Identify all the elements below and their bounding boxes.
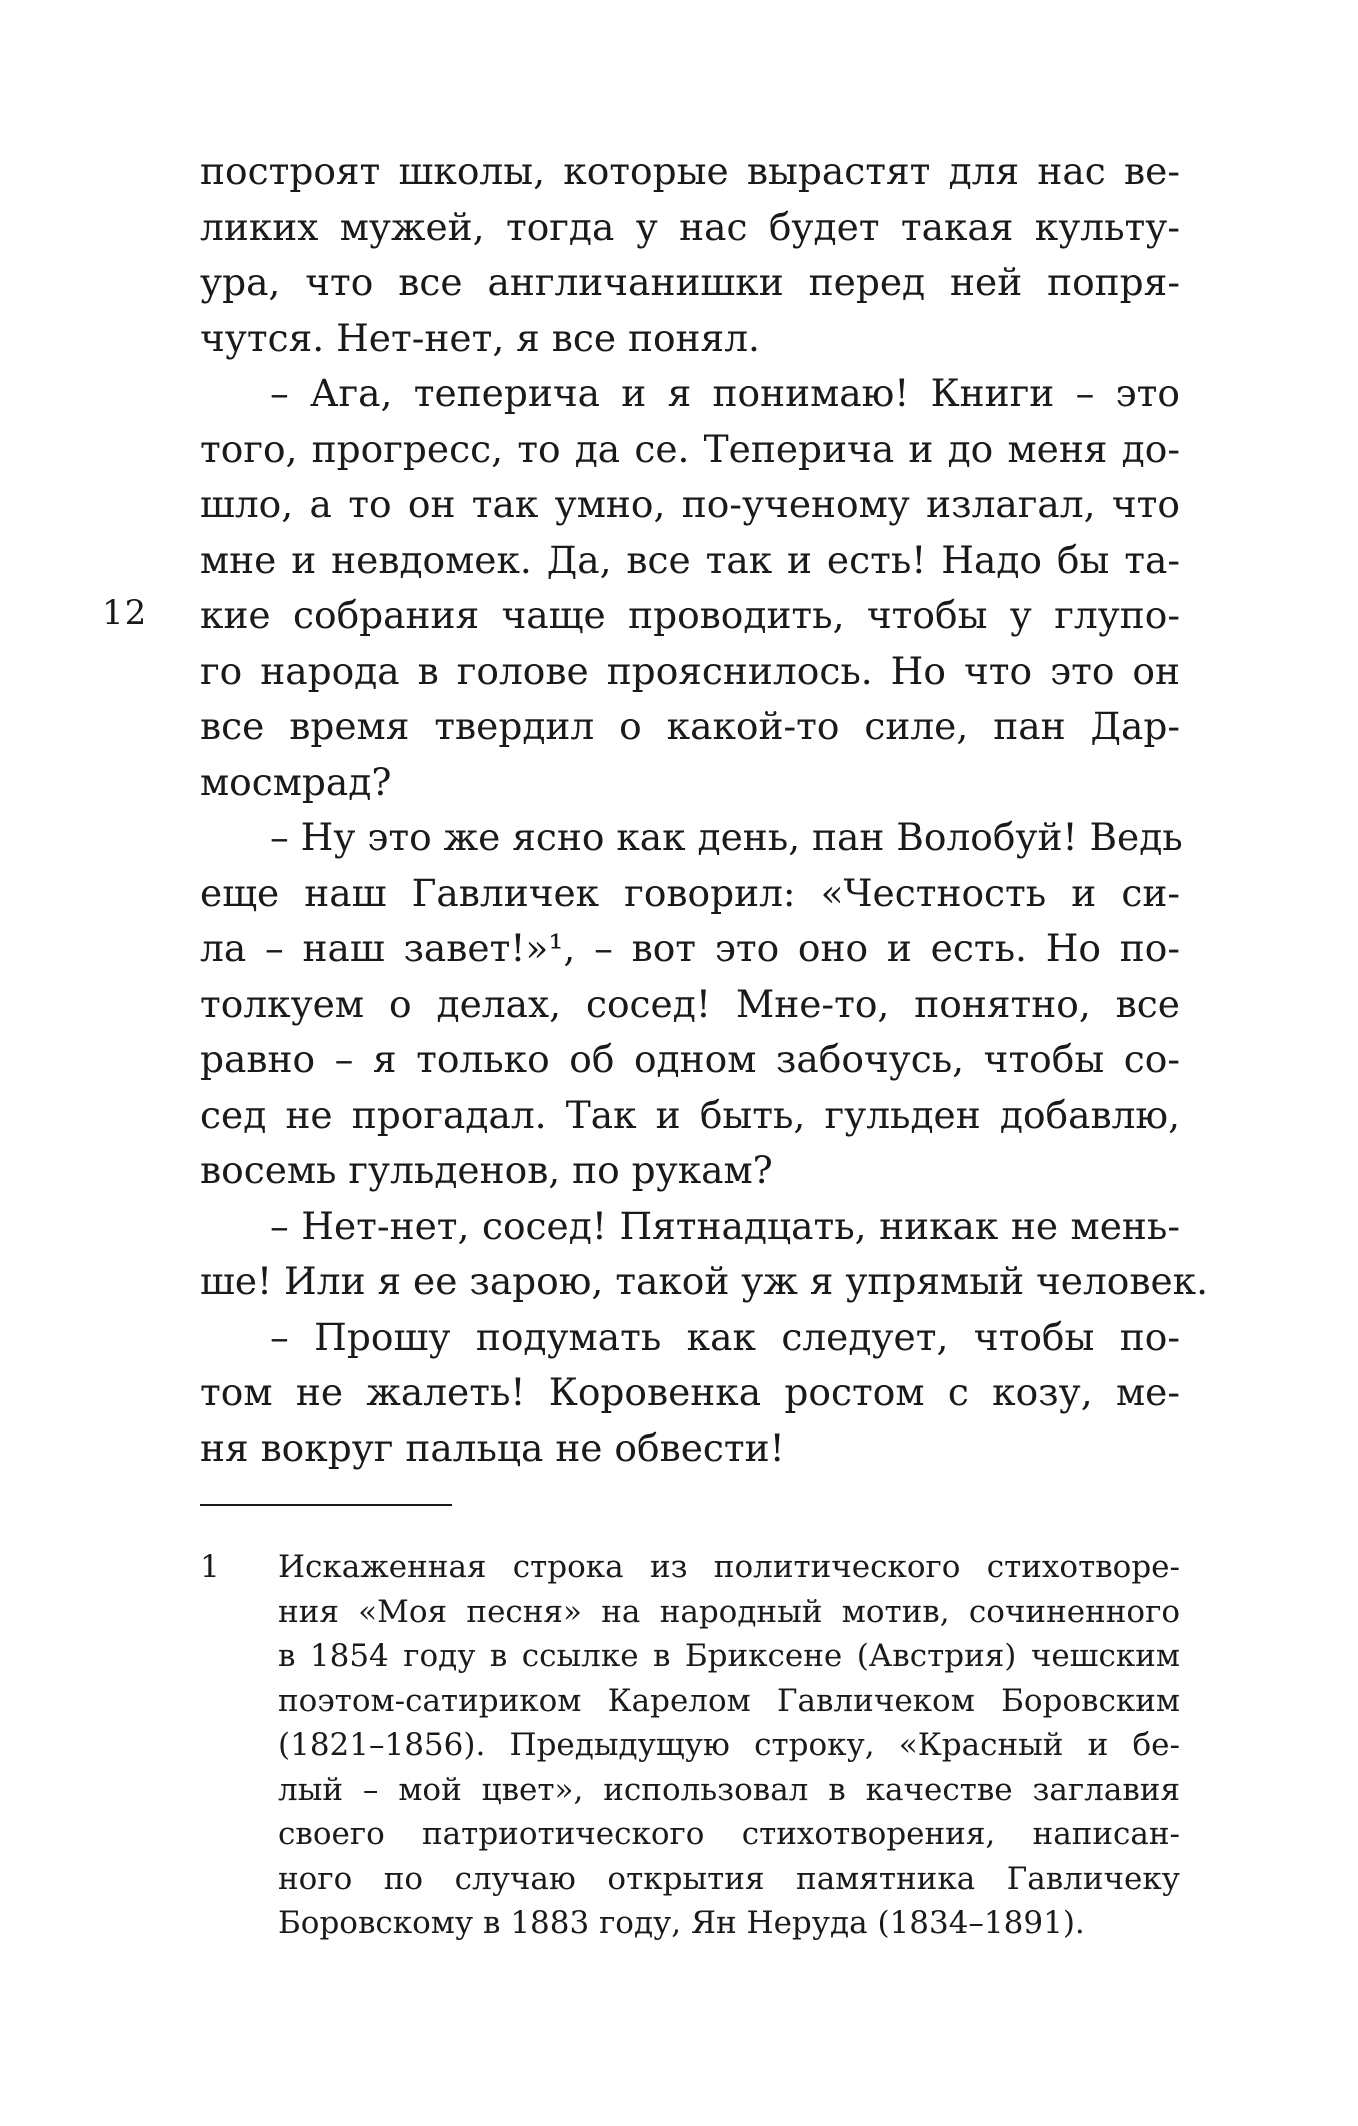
body-line: том не жалеть! Коровенка ростом с козу, ме- — [200, 1370, 1180, 1414]
footnote-line: своего патриотического стихотворения, написан- — [278, 1816, 1180, 1852]
body-line: того, прогресс, то да се. Теперича и до меня до- — [200, 426, 1180, 471]
footnote-line: ного по случаю открытия памятника Гавличеку — [278, 1860, 1180, 1897]
footnote-line: поэтом-сатириком Карелом Гавличеком Боровским — [278, 1682, 1180, 1719]
body-line: равно – я только об одном забочусь, чтобы со- — [200, 1037, 1180, 1081]
body-line: шло, а то он так умно, по-ученому излагал, что — [200, 482, 1180, 526]
footnote-divider — [200, 1504, 452, 1506]
footnote-line: лый – мой цвет», использовал в качестве заглавия — [278, 1771, 1180, 1808]
body-line: все время твердил о какой-то силе, пан Дар- — [200, 704, 1180, 748]
body-line: толкуем о делах, сосед! Мне-то, понятно, все — [200, 981, 1180, 1026]
body-line: восемь гульденов, по рукам? — [200, 1148, 773, 1192]
body-line: – Ага, теперича и я понимаю! Книги – это — [270, 371, 1180, 415]
body-line: ше! Или я ее зарою, такой уж я упрямый человек. — [200, 1259, 1209, 1303]
footnote-line: Искаженная строка из политического стихотворе- — [278, 1549, 1180, 1585]
footnote-line: Боровскому в 1883 году, Ян Неруда (1834–1891). — [278, 1905, 1085, 1941]
body-line: ла – наш завет!»¹, – вот это оно и есть. Но по- — [200, 926, 1180, 970]
footnote-line: (1821–1856). Предыдущую строку, «Красный и бе- — [278, 1727, 1180, 1763]
footnote-line: ния «Моя песня» на народный мотив, сочиненного — [278, 1593, 1180, 1630]
body-line: ура, что все англичанишки перед ней попря- — [200, 260, 1180, 304]
page-number: 12 — [102, 593, 148, 633]
body-line: – Прошу подумать как следует, чтобы по- — [270, 1314, 1180, 1359]
body-text — [200, 144, 1209, 1476]
footnote-text — [278, 1545, 1180, 1946]
body-line: мосмрад? — [200, 759, 392, 804]
body-line: сед не прогадал. Так и быть, гульден добавлю, — [200, 1092, 1180, 1137]
body-line: ня вокруг пальца не обвести! — [200, 1425, 785, 1470]
footnote-line: в 1854 году в ссылке в Бриксене (Австрия) чешским — [278, 1638, 1180, 1674]
body-line: еще наш Гавличек говорил: «Честность и си- — [200, 870, 1180, 915]
body-line: кие собрания чаще проводить, чтобы у глупо- — [200, 593, 1180, 637]
body-line: мне и невдомек. Да, все так и есть! Надо бы та- — [200, 537, 1180, 582]
body-line: ликих мужей, тогда у нас будет такая культу- — [200, 204, 1180, 249]
body-line: – Нет-нет, сосед! Пятнадцать, никак не мень- — [270, 1203, 1180, 1248]
body-line: построят школы, которые вырастят для нас ве- — [200, 149, 1180, 193]
body-line: чутся. Нет-нет, я все понял. — [200, 315, 760, 360]
body-line: го народа в голове прояснилось. Но что это он — [200, 648, 1180, 693]
body-line: – Ну это же ясно как день, пан Волобуй! Ведь — [270, 815, 1183, 859]
footnote-marker: 1 — [200, 1549, 220, 1585]
